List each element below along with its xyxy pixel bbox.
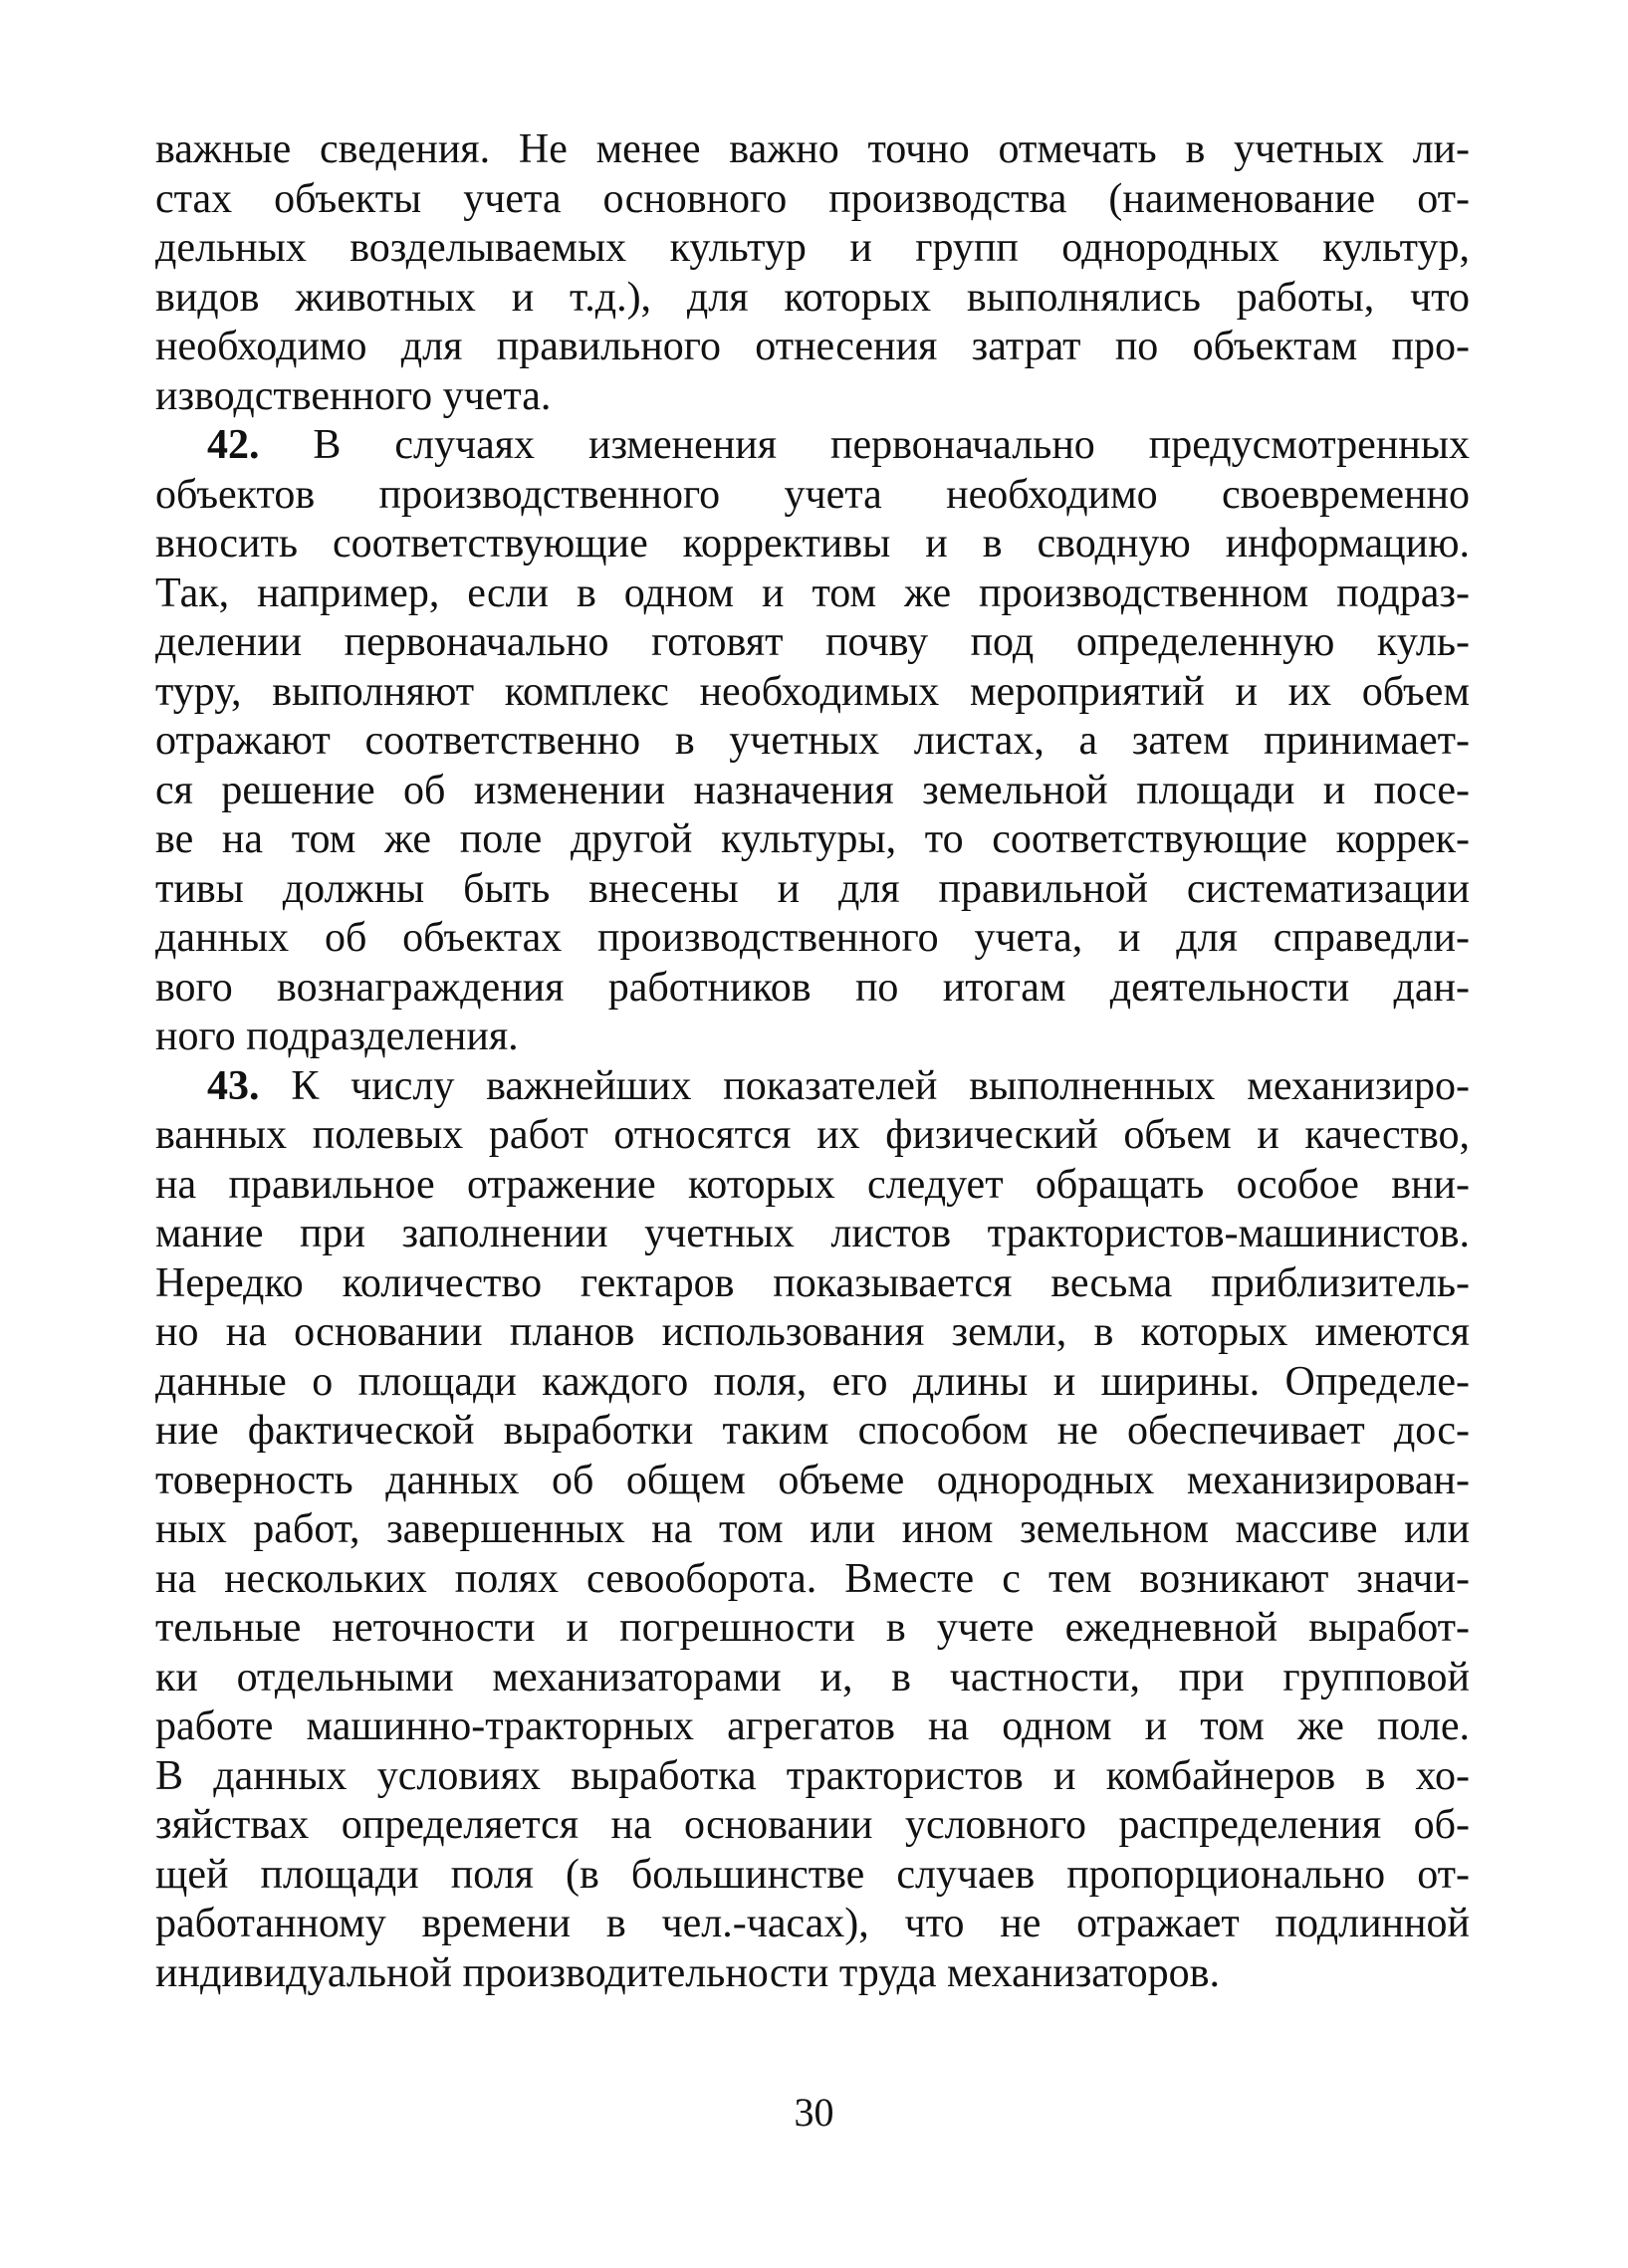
text-line: объектов производственного учета необходимо своевременно <box>155 471 1470 518</box>
text-line: изводственного учета. <box>155 372 552 419</box>
text-line: стах объекты учета основного производства (наименование от- <box>155 175 1470 222</box>
text-line-content: В случаях изменения первоначально предусмотренных <box>313 422 1470 468</box>
text-line: зяйствах определяется на основании условного распределения об- <box>155 1802 1470 1848</box>
text-line: ве на том же поле другой культуры, то соответствующие коррек- <box>155 816 1470 862</box>
text-line: на нескольких полях севооборота. Вместе с тем возникают значи- <box>155 1555 1470 1602</box>
paragraph-43 <box>155 1062 1470 1999</box>
text-line <box>155 1062 1470 1112</box>
text-line: товерность данных об общем объеме однородных механизирован- <box>155 1457 1470 1503</box>
text-line: индивидуальной производительности труда механизаторов. <box>155 1949 1220 1996</box>
text-line: ки отдельными механизаторами и, в частности, при групповой <box>155 1654 1470 1701</box>
text-line: делении первоначально готовят почву под определенную куль- <box>155 619 1470 665</box>
text-line: ных работ, завершенных на том или ином земельном массиве или <box>155 1506 1470 1552</box>
text-line: Нередко количество гектаров показывается весьма приблизитель- <box>155 1259 1470 1306</box>
text-line: данные о площади каждого поля, его длины и ширины. Определе- <box>155 1358 1470 1405</box>
text-line: работанному времени в чел.-часах), что не отражает подлинной <box>155 1901 1470 1946</box>
text-line-content: К числу важнейших показателей выполненных механизиро- <box>291 1062 1471 1109</box>
paragraph-continued <box>155 125 1470 421</box>
text-line: данных об объектах производственного учета, и для справедли- <box>155 915 1470 961</box>
text-line: работе машинно-тракторных агрегатов на одном и том же поле. <box>155 1703 1470 1749</box>
page-text <box>155 125 1470 1998</box>
text-line: отражают соответственно в учетных листах, а затем принимает- <box>155 718 1470 764</box>
paragraph-number: 43. <box>207 1062 260 1109</box>
text-line: Так, например, если в одном и том же производственном подраз- <box>155 569 1470 616</box>
text-line: ванных полевых работ относятся их физический объем и качество, <box>155 1112 1470 1158</box>
text-line: вносить соответствующие коррективы и в сводную информацию. <box>155 521 1470 567</box>
text-line: важные сведения. Не менее важно точно отмечать в учетных ли- <box>155 126 1470 172</box>
text-line: тивы должны быть внесены и для правильной систематизации <box>155 865 1470 912</box>
text-line: дельных возделываемых культур и групп однородных культур, <box>155 225 1470 271</box>
text-line: на правильное отражение которых следует обращать особое вни- <box>155 1161 1470 1208</box>
text-line: ся решение об изменении назначения земельной площади и посе- <box>155 767 1470 813</box>
text-line: ние фактической выработки таким способом не обеспечивает дос- <box>155 1408 1470 1454</box>
text-line: видов животных и т.д.), для которых выполнялись работы, что <box>155 274 1470 321</box>
text-line: но на основании планов использования земли, в которых имеются <box>155 1309 1470 1355</box>
text-line: В данных условиях выработка трактористов и комбайнеров в хо- <box>155 1752 1470 1799</box>
paragraph-42 <box>155 421 1470 1062</box>
text-line: тельные неточности и погрешности в учете ежедневной выработ- <box>155 1605 1470 1651</box>
text-line <box>155 421 1470 471</box>
text-line: мание при заполнении учетных листов трактористов-машинистов. <box>155 1211 1470 1256</box>
text-line: необходимо для правильного отнесения затрат по объектам про- <box>155 324 1470 369</box>
page-number: 30 <box>794 2090 834 2135</box>
text-line: вого вознаграждения работников по итогам деятельности дан- <box>155 964 1470 1011</box>
text-line: ного подразделения. <box>155 1014 519 1059</box>
text-line: туру, выполняют комплекс необходимых мероприятий и их объем <box>155 668 1470 715</box>
text-line: щей площади поля (в большинстве случаев пропорционально от- <box>155 1851 1470 1898</box>
paragraph-number: 42. <box>207 422 260 468</box>
